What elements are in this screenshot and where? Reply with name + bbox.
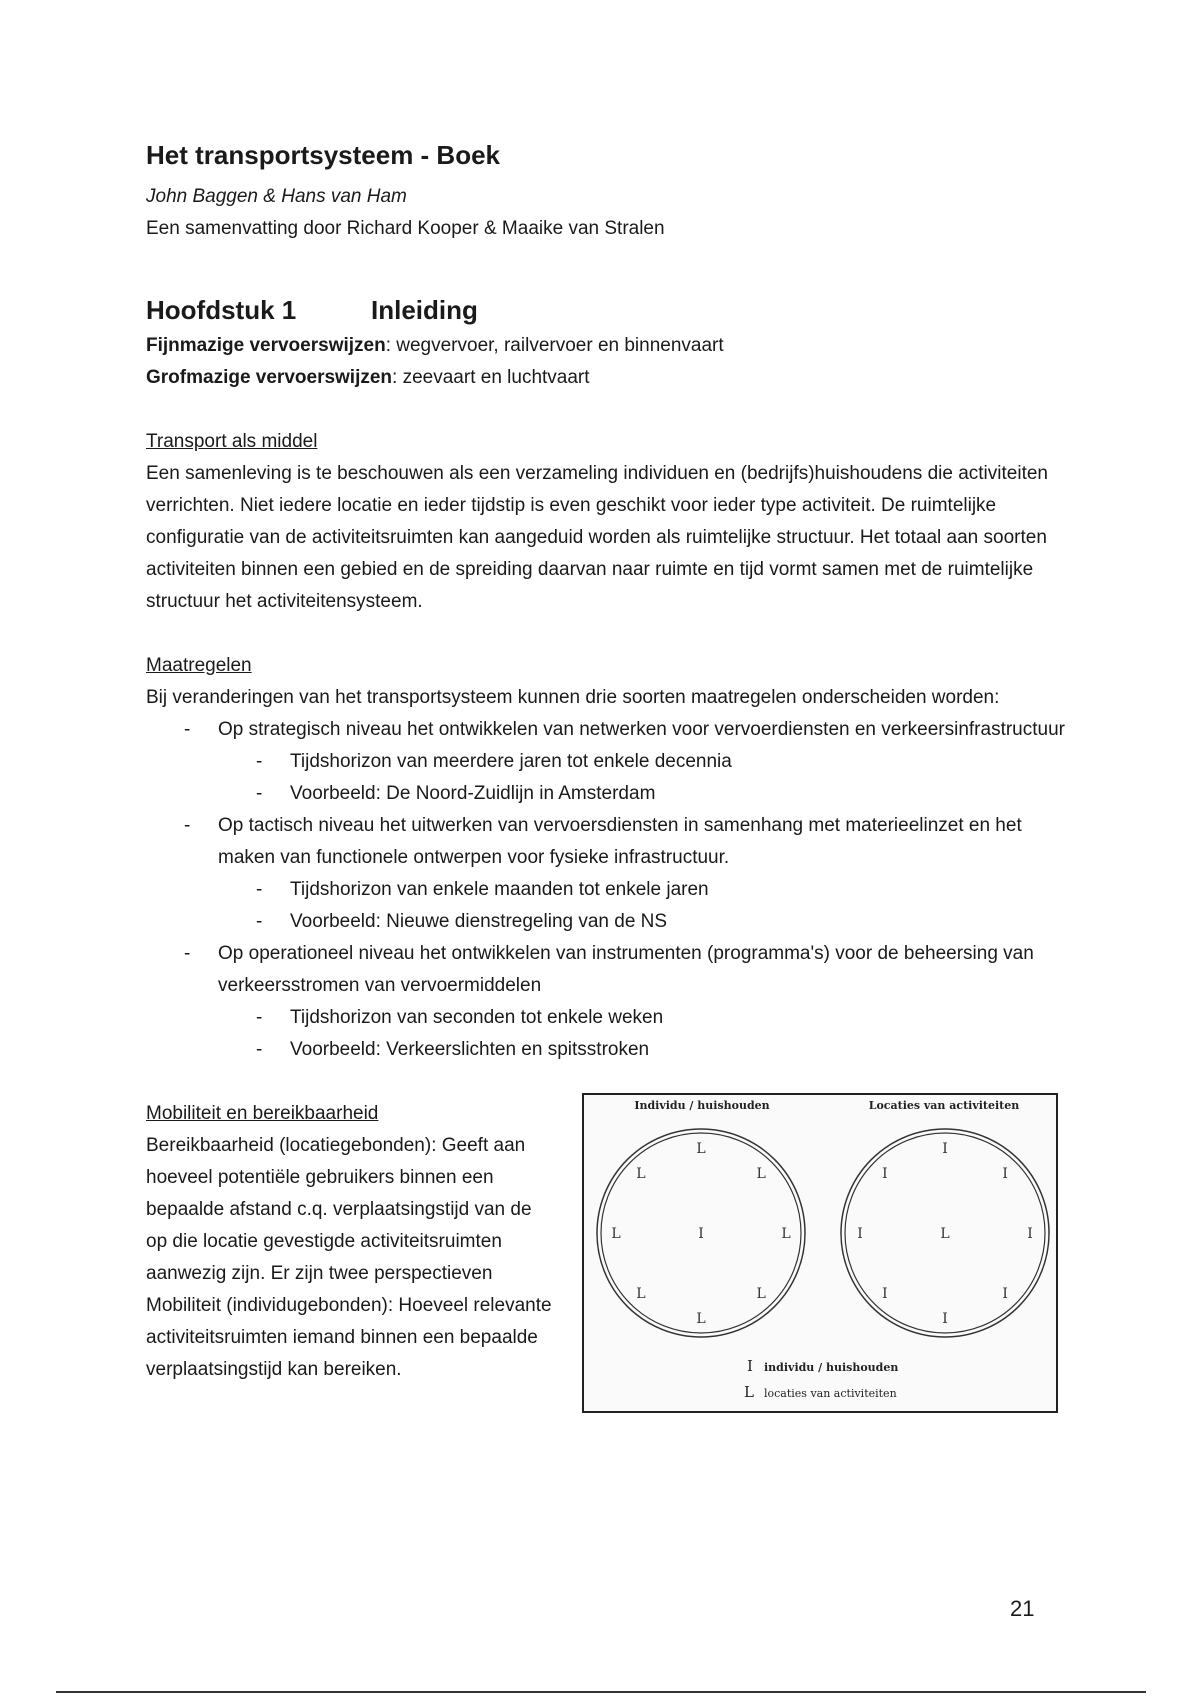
figure-right-outer-label: I — [1002, 1165, 1008, 1182]
definition-grofmazig — [146, 362, 1066, 394]
section-heading-mobiliteit: Mobiliteit en bereikbaarheid — [146, 1103, 379, 1124]
sub-list — [218, 1002, 1066, 1066]
figure-right-outer-label: I — [942, 1311, 948, 1327]
maatregelen-list — [146, 714, 1066, 1066]
sub-list-item-text: Tijdshorizon van meerdere jaren tot enkele decennia — [290, 751, 732, 772]
list-item-text: Op strategisch niveau het ontwikkelen van netwerken voor vervoerdiensten en verkeersinfrastructuur — [218, 719, 1065, 740]
definition-term: Fijnmazige vervoerswijzen — [146, 335, 386, 356]
sub-list-item: - Tijdshorizon van enkele maanden tot enkele jaren — [256, 879, 709, 900]
chapter-heading — [146, 295, 1066, 326]
definition-fijnmazig — [146, 330, 1066, 362]
list-item: - Op strategisch niveau het ontwikkelen van netwerken voor vervoerdiensten en verkeersinfrastructuur - Tijdshorizon van meerdere jaren tot enkele decennia - Voorbeeld: De Noord-Zuidlijn in Amsterdam — [146, 714, 1066, 810]
document-summary-credit: Een samenvatting door Richard Kooper & Maaike van Stralen — [146, 218, 665, 239]
sub-list-item-text: Voorbeeld: Nieuwe dienstregeling van de NS — [290, 911, 668, 932]
legend-label-locaties: locaties van activiteiten — [764, 1387, 897, 1400]
figure-right-outer-label: I — [882, 1165, 888, 1182]
definition-text: : wegvervoer, railvervoer en binnenvaart — [385, 335, 724, 356]
figure-left-outer-label: L — [756, 1165, 766, 1182]
figure-left-outer-label: L — [781, 1226, 791, 1242]
figure-right-outer-label: I — [857, 1226, 863, 1242]
sub-list-item: - Tijdshorizon van seconden tot enkele weken — [256, 1007, 664, 1028]
sub-list-item: - Tijdshorizon van meerdere jaren tot enkele decennia — [256, 751, 732, 772]
figure-left-outer-label: L — [611, 1226, 621, 1242]
sub-list-item: - Voorbeeld: De Noord-Zuidlijn in Amsterdam — [256, 783, 656, 804]
accessibility-figure — [582, 1093, 1058, 1413]
list-item: - Op operationeel niveau het ontwikkelen van instrumenten (programma's) voor de beheersing van verkeersstromen van vervoermiddelen - Tijdshorizon van seconden tot enkele weken - Voorbeeld: Verkeerslichten en spitsstroken — [146, 938, 1066, 1066]
document-authors: John Baggen & Hans van Ham — [146, 186, 407, 207]
page-bottom-divider — [56, 1691, 1146, 1693]
sub-list-item: - Voorbeeld: Verkeerslichten en spitsstroken — [256, 1039, 650, 1060]
sub-list — [218, 746, 1066, 810]
figure-left-outer-label: L — [636, 1165, 646, 1182]
definition-text: : zeevaart en luchtvaart — [392, 367, 590, 388]
definition-term: Grofmazige vervoerswijzen — [146, 367, 393, 388]
legend-symbol-locaties: L — [744, 1383, 754, 1401]
section-heading-transport: Transport als middel — [146, 431, 318, 452]
list-item-text: Op operationeel niveau het ontwikkelen van instrumenten (programma's) voor de beheersing van verkeersstromen van vervoermiddelen — [218, 943, 1034, 996]
figure-left-center-label: I — [698, 1226, 704, 1242]
legend-symbol-individu: I — [747, 1357, 753, 1375]
figure-right-title: Locaties van activiteiten — [868, 1099, 1020, 1112]
sub-list-item-text: Tijdshorizon van seconden tot enkele weken — [290, 1007, 664, 1028]
figure-right-outer-label: I — [1027, 1226, 1033, 1242]
figure-right-outer-label: I — [882, 1286, 888, 1303]
figure-svg — [584, 1095, 1056, 1411]
figure-left-outer-label: L — [756, 1286, 766, 1303]
list-item-text: Op tactisch niveau het uitwerken van vervoersdiensten in samenhang met materieelinzet en het maken van functionele ontwerpen voor fysieke infrastructuur. — [218, 815, 1022, 868]
sub-list-item-text: Tijdshorizon van enkele maanden tot enkele jaren — [290, 879, 709, 900]
legend-label-individu: individu / huishouden — [764, 1361, 899, 1374]
mobiliteit-section — [146, 1098, 1066, 1438]
page-number: 21 — [1010, 1596, 1035, 1621]
chapter-number: Hoofdstuk 1 — [146, 295, 297, 325]
mobiliteit-text — [146, 1098, 556, 1386]
chapter-title: Inleiding — [371, 295, 478, 325]
section-heading-maatregelen: Maatregelen — [146, 655, 252, 676]
figure-left-outer-label: L — [636, 1286, 646, 1303]
figure-right-center-label: L — [940, 1226, 950, 1242]
page-content — [146, 140, 1066, 1438]
section-body-transport: Een samenleving is te beschouwen als een verzameling individuen en (bedrijfs)huishoudens die activiteiten verrichten. Niet iedere locatie en ieder tijdstip is even geschikt voor ieder type activiteit. De ruimtelijke configuratie van de activiteitsruimten kan aangeduid worden als ruimtelijke structuur. Het totaal aan soorten activiteiten binnen een gebied en de spreiding daarvan naar ruimte en tijd vormt samen met de ruimtelijke structuur het activiteitensysteem. — [146, 463, 1048, 612]
section-intro-maatregelen: Bij veranderingen van het transportsysteem kunnen drie soorten maatregelen onderscheiden worden: — [146, 687, 1000, 708]
figure-left-title: Individu / huishouden — [634, 1099, 770, 1112]
list-item: - Op tactisch niveau het uitwerken van vervoersdiensten in samenhang met materieelinzet en het maken van functionele ontwerpen voor fysieke infrastructuur. - Tijdshorizon van enkele maanden tot enkele jaren - Voorbeeld: Nieuwe dienstregeling van de NS — [146, 810, 1066, 938]
figure-left-outer-label: L — [696, 1311, 706, 1327]
figure-right-outer-label: I — [1002, 1286, 1008, 1303]
sub-list — [218, 874, 1066, 938]
sub-list-item-text: Voorbeeld: Verkeerslichten en spitsstroken — [290, 1039, 650, 1060]
document-title: Het transportsysteem - Boek — [146, 140, 500, 170]
sub-list-item: - Voorbeeld: Nieuwe dienstregeling van de NS — [256, 911, 668, 932]
section-body-mobiliteit: Bereikbaarheid (locatiegebonden): Geeft aan hoeveel potentiële gebruikers binnen een bepaalde afstand c.q. verplaatsingstijd van de op die locatie gevestigde activiteitsruimten aanwezig zijn. Er zijn twee perspectieven Mobiliteit (individugebonden): Hoeveel relevante activiteitsruimten iemand binnen een bepaalde verplaatsingstijd kan bereiken. — [146, 1135, 552, 1380]
figure-left-outer-label: L — [696, 1141, 706, 1157]
sub-list-item-text: Voorbeeld: De Noord-Zuidlijn in Amsterdam — [290, 783, 656, 804]
figure-right-outer-label: I — [942, 1141, 948, 1157]
